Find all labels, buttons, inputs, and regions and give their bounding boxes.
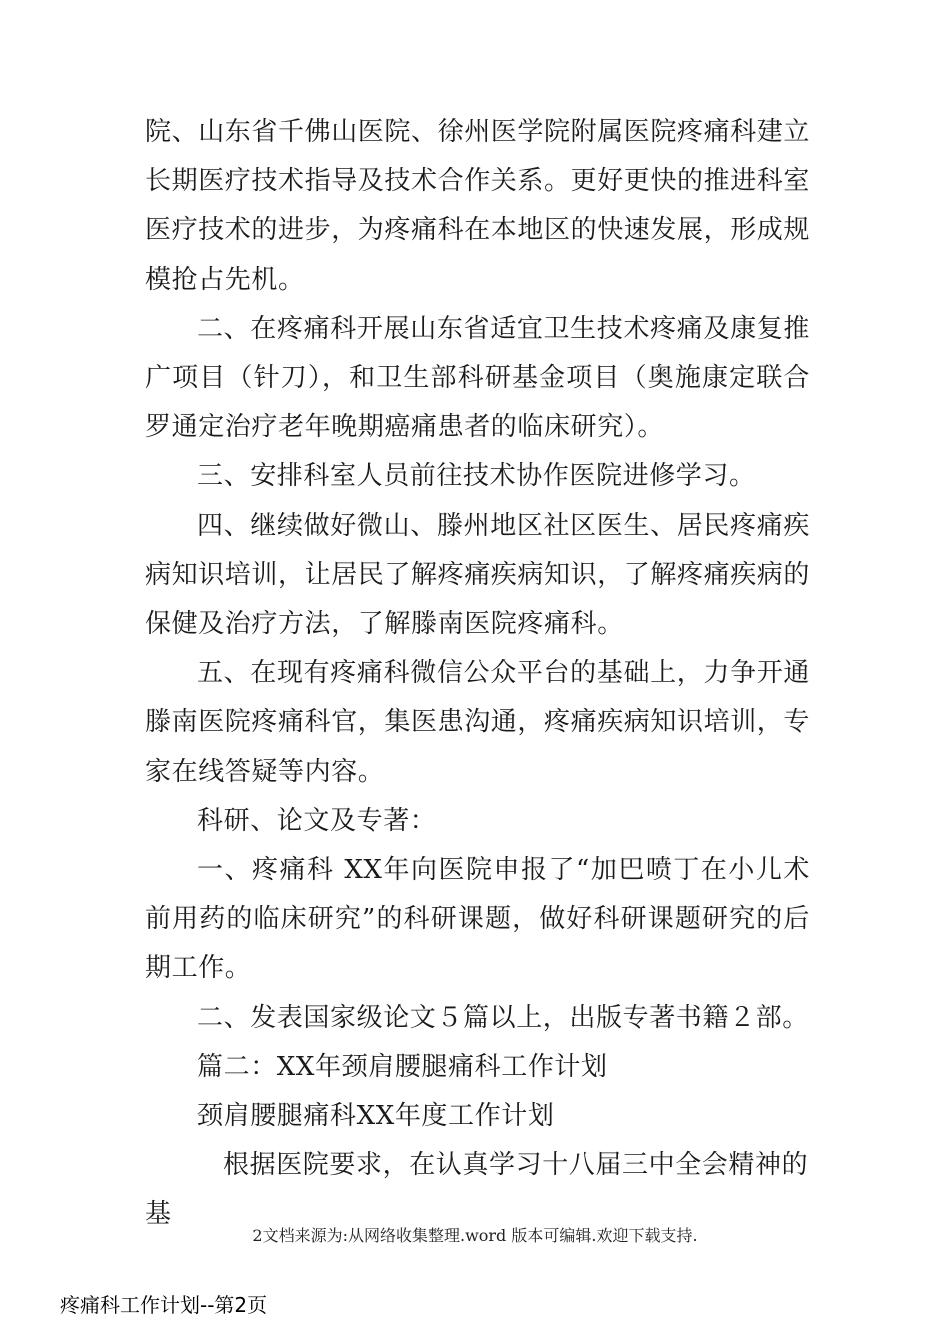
paragraph-item-3: 三、安排科室人员前往技术协作医院进修学习。: [197, 461, 756, 492]
paragraph-research-2: 二、发表国家级论文５篇以上，出版专著书籍２部。: [197, 1002, 809, 1033]
paragraph-item-4: 四、继续做好微山、滕州地区社区医生、居民疼痛疾病知识培训，让居民了解疼痛疾病知识，了解疼痛疾病的保健及治疗方法，了解滕南医院疼痛科。: [145, 510, 811, 640]
paragraph-continuation: 院、山东省千佛山医院、徐州医学院附属医院疼痛科建立长期医疗技术指导及技术合作关系。更好更快的推进科室医疗技术的进步，为疼痛科在本地区的快速发展，形成规模抢占先机。: [145, 117, 811, 295]
paragraph-item-5: 五、在现有疼痛科微信公众平台的基础上，力争开通滕南医院疼痛科官，集医患沟通，疼痛疾病知识培训，专家在线答疑等内容。: [145, 658, 811, 787]
chapter-heading: 篇二：XX年颈肩腰腿痛科工作计划: [197, 1051, 608, 1082]
section-heading-research: 科研、论文及专著：: [197, 805, 437, 836]
footer-source-note: 2文档来源为:从网络收集整理.word 版本可编辑.欢迎下载支持.: [252, 1226, 698, 1245]
paragraph-research-1: 一、疼痛科 XX年向医院申报了“加巴喷丁在小儿术前用药的临床研究”的科研课题，做好科研课题研究的后期工作。: [145, 855, 810, 984]
paragraph-item-2: 二、在疼痛科开展山东省适宜卫生技术疼痛及康复推广项目（针刀），和卫生部科研基金项目（奥施康定联合罗通定治疗老年晚期癌痛患者的临床研究）。: [145, 313, 810, 443]
plan-title: 颈肩腰腿痛科XX年度工作计划: [197, 1101, 555, 1132]
page-label: 疼痛科工作计划--第2页: [60, 1293, 268, 1317]
document-body: [145, 108, 810, 1240]
paragraph-intro: 根据医院要求，在认真学习十八届三中全会精神的基: [145, 1150, 809, 1230]
